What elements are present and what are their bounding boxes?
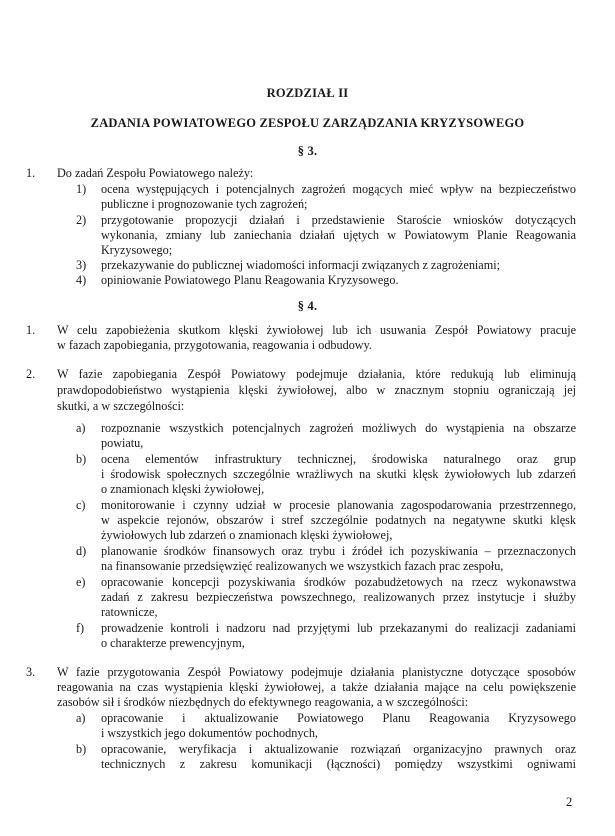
s4-p2-item-d-line1: planowanie środków finansowych oraz trybu i źródeł ich pozyskiwania – przeznaczonych: [101, 544, 576, 558]
s3-item1-number: 1): [76, 182, 87, 196]
s4-p3-item-a-line2: i wszystkich jego dokumentów pochodnych,: [101, 726, 318, 740]
s4-p2-item-e-line1: opracowanie koncepcji pozyskiwania środków pozabudżetowych na rzecz wykonawstwa: [101, 575, 576, 589]
s4-p2-item-b-number: b): [76, 452, 87, 466]
s3-item2-line1: przygotowanie propozycji działań i przedstawienie Staroście wniosków dotyczących: [101, 213, 576, 227]
s4-p2-item-a-line1: rozpoznanie wszystkich potencjalnych zagrożeń możliwych do wystąpienia na obszarze: [101, 421, 576, 435]
s4-p3-item-a-number: a): [76, 711, 86, 725]
s4-p2-line3: skutki, a w szczególności:: [57, 399, 185, 413]
s3-item3-line1: przekazywanie do publicznej wiadomości informacji związanych z zagrożeniami;: [101, 258, 500, 272]
s4-p2-item-a-number: a): [76, 421, 86, 435]
s4-p2-item-c-line1: monitorowanie i czynny udział w procesie planowania zagospodarowania przestrzennego,: [101, 498, 576, 512]
s4-p2-item-e-line2: zadań z zakresu bezpieczeństwa powszechnego, realizowanych przez instytucje i służby: [101, 590, 576, 604]
s4-p2-item-f-number: f): [76, 621, 85, 635]
s4-p2-item-e-number: e): [76, 575, 86, 589]
page-number: 2: [566, 795, 573, 809]
s3-item1-line2: publiczne i prognozowanie tych zagrożeń;: [101, 197, 308, 211]
s4-p1-number: 1.: [26, 323, 36, 337]
s3-item2-line3: Kryzysowego;: [101, 243, 173, 257]
s4-p2-item-b-line2: i środowisk społecznych szczególnie wrażliwych na skutki klęsk żywiołowych lub zdarzeń: [101, 467, 576, 481]
s4-p2-item-a-line2: powiatu,: [101, 436, 144, 450]
s4-p2-item-f-line2: o charakterze prewencyjnym,: [101, 636, 245, 650]
s4-p2-line1: W fazie zapobiegania Zespół Powiatowy podejmuje działania, które redukują lub eliminują: [57, 367, 576, 381]
s3-item2-number: 2): [76, 213, 87, 227]
s4-p2-item-e-line3: ratownicze,: [101, 605, 158, 619]
s4-p2-item-c-number: c): [76, 498, 86, 512]
s4-p3-item-a-line1: opracowanie i aktualizowanie Powiatowego Planu Reagowania Kryzysowego: [101, 711, 576, 725]
s4-p2-item-d-number: d): [76, 544, 87, 558]
s4-p3-item-b-line1: opracowanie, weryfikacja i aktualizowanie rozwiązań organizacyjno prawnych oraz: [101, 742, 576, 756]
section-4-sign: § 4.: [297, 299, 318, 313]
s3-p1-number: 1.: [26, 166, 36, 180]
s3-item4-number: 4): [76, 273, 87, 287]
s4-p3-item-b-number: b): [76, 742, 87, 756]
s4-p3-line1: W fazie przygotowania Zespół Powiatowy podejmuje działania planistyczne dotyczące sposobów: [57, 665, 576, 679]
s4-p2-item-b-line3: o znamionach klęski żywiołowej,: [101, 482, 265, 496]
s3-item3-number: 3): [76, 258, 87, 272]
s3-item2-line2: wykonania, zmiany lub zaniechania działań ujętych w Powiatowym Planie Reagowania: [101, 228, 576, 242]
s3-p1-text: Do zadań Zespołu Powiatowego należy:: [57, 166, 254, 180]
s3-item1-line1: ocena występujących i potencjalnych zagrożeń mogących mieć wpływ na bezpieczeństwo: [101, 182, 576, 196]
s4-p2-item-c-line2: w aspekcie rejonów, obszarów i stref szczególnie podatnych na negatywne skutki klęsk: [101, 513, 576, 527]
s4-p2-number: 2.: [26, 367, 36, 381]
s4-p2-item-b-line1: ocena elementów infrastruktury technicznej, środowiska naturalnego oraz grup: [101, 452, 576, 466]
s3-item4-line1: opiniowanie Powiatowego Planu Reagowania Kryzysowego.: [101, 273, 399, 287]
chapter-subtitle: ZADANIA POWIATOWEGO ZESPOŁU ZARZĄDZANIA KRYZYSOWEGO: [90, 116, 525, 130]
s4-p2-line2: prawdopodobieństwo wystąpienia klęski żywiołowej, albo w znacznym stopniu ograniczają jej: [57, 383, 576, 397]
s4-p1-line2: w fazach zapobiegania, przygotowania, reagowania i odbudowy.: [57, 338, 372, 352]
s4-p2-item-d-line2: na finansowanie przedsięwzięć realizowanych we wszystkich fazach prac zespołu,: [101, 559, 504, 573]
s4-p3-item-b-line2: technicznych z zakresu komunikacji (łączności) pomiędzy wszystkimi ogniwami: [101, 757, 576, 771]
s4-p3-line2: reagowania na czas wystąpienia klęski żywiołowej, a także działania mające na celu powiększenie: [57, 680, 576, 694]
s4-p2-item-f-line1: prowadzenie kontroli i nadzoru nad przyjętymi lub przekazanymi do realizacji zadaniami: [101, 621, 576, 635]
s4-p3-number: 3.: [26, 665, 36, 679]
section-3-sign: § 3.: [297, 144, 318, 158]
s4-p3-line3: zasobów sił i środków niezbędnych do efektywnego reagowania, a w szczególności:: [57, 695, 469, 709]
s4-p2-item-c-line3: żywiołowych lub zdarzeń o znamionach klęski żywiołowej,: [101, 528, 393, 542]
s4-p1-line1: W celu zapobieżenia skutkom klęski żywiołowej lub ich usuwania Zespół Powiatowy pracuje: [57, 323, 576, 337]
chapter-title: ROZDZIAŁ II: [266, 86, 349, 100]
